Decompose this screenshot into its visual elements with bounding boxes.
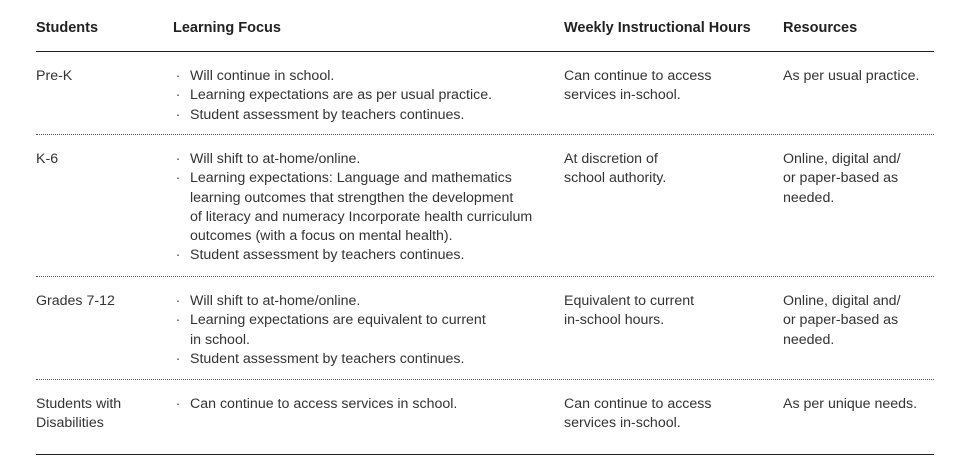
students-cell: Pre-K [36,68,73,84]
students-cell: Grades 7-12 [36,293,115,309]
bullet-icon: · [175,106,181,123]
focus-item: · Student assessment by teachers continues. [173,106,492,125]
header-students: Students [36,20,99,36]
bullet-icon: · [175,170,181,187]
learning-focus-list [173,395,457,414]
bullet-icon: · [175,247,181,264]
focus-item: · Student assessment by teachers continues. [173,246,532,265]
header-weekly-hours: Weekly Instructional Hours [564,20,751,36]
focus-item: · Student assessment by teachers continues. [173,350,486,369]
resources-cell: As per unique needs. [783,396,918,412]
bullet-icon: · [175,68,181,84]
learning-focus-list [173,292,486,369]
table-row-k-6 [36,135,934,277]
focus-item: · Can continue to access services in school. [173,395,457,414]
weekly-hours-cell: Can continue to access services in-school. [564,68,712,104]
focus-item: · Learning expectations are as per usual practice. [173,86,492,105]
focus-item: · Learning expectations: Language and mathematics learning outcomes that strengthen the development of literacy and numeracy Incorporate health curriculum outcomes (with a focus on mental health). [173,169,532,246]
header-resources: Resources [783,20,858,36]
bullet-icon: · [175,87,181,104]
learning-focus-list [173,67,492,125]
learning-focus-list [173,150,532,266]
bullet-icon: · [175,151,181,167]
students-cell: K-6 [36,151,59,167]
table-header [36,0,934,52]
focus-item: · Will shift to at-home/online. [173,292,486,311]
header-learning-focus: Learning Focus [173,20,281,36]
weekly-hours-cell: At discretion of school authority. [564,151,667,187]
table-row-students-with-disabilities [36,380,934,455]
bullet-icon: · [175,312,181,329]
bullet-icon: · [175,396,181,412]
focus-item: · Will continue in school. [173,67,492,86]
students-cell: Students with Disabilities [36,396,122,432]
bullet-icon: · [175,350,181,367]
focus-item: · Learning expectations are equivalent to current in school. [173,311,486,350]
focus-item: · Will shift to at-home/online. [173,150,532,169]
weekly-hours-cell: Equivalent to current in-school hours. [564,293,695,329]
resources-cell: Online, digital and/ or paper-based as needed. [783,293,901,348]
education-plan-table [36,0,934,455]
table-row-pre-k [36,52,934,135]
resources-cell: As per usual practice. [783,68,920,84]
table-row-grades-7-12 [36,277,934,380]
bullet-icon: · [175,293,181,309]
resources-cell: Online, digital and/ or paper-based as needed. [783,151,901,206]
weekly-hours-cell: Can continue to access services in-school. [564,396,712,432]
